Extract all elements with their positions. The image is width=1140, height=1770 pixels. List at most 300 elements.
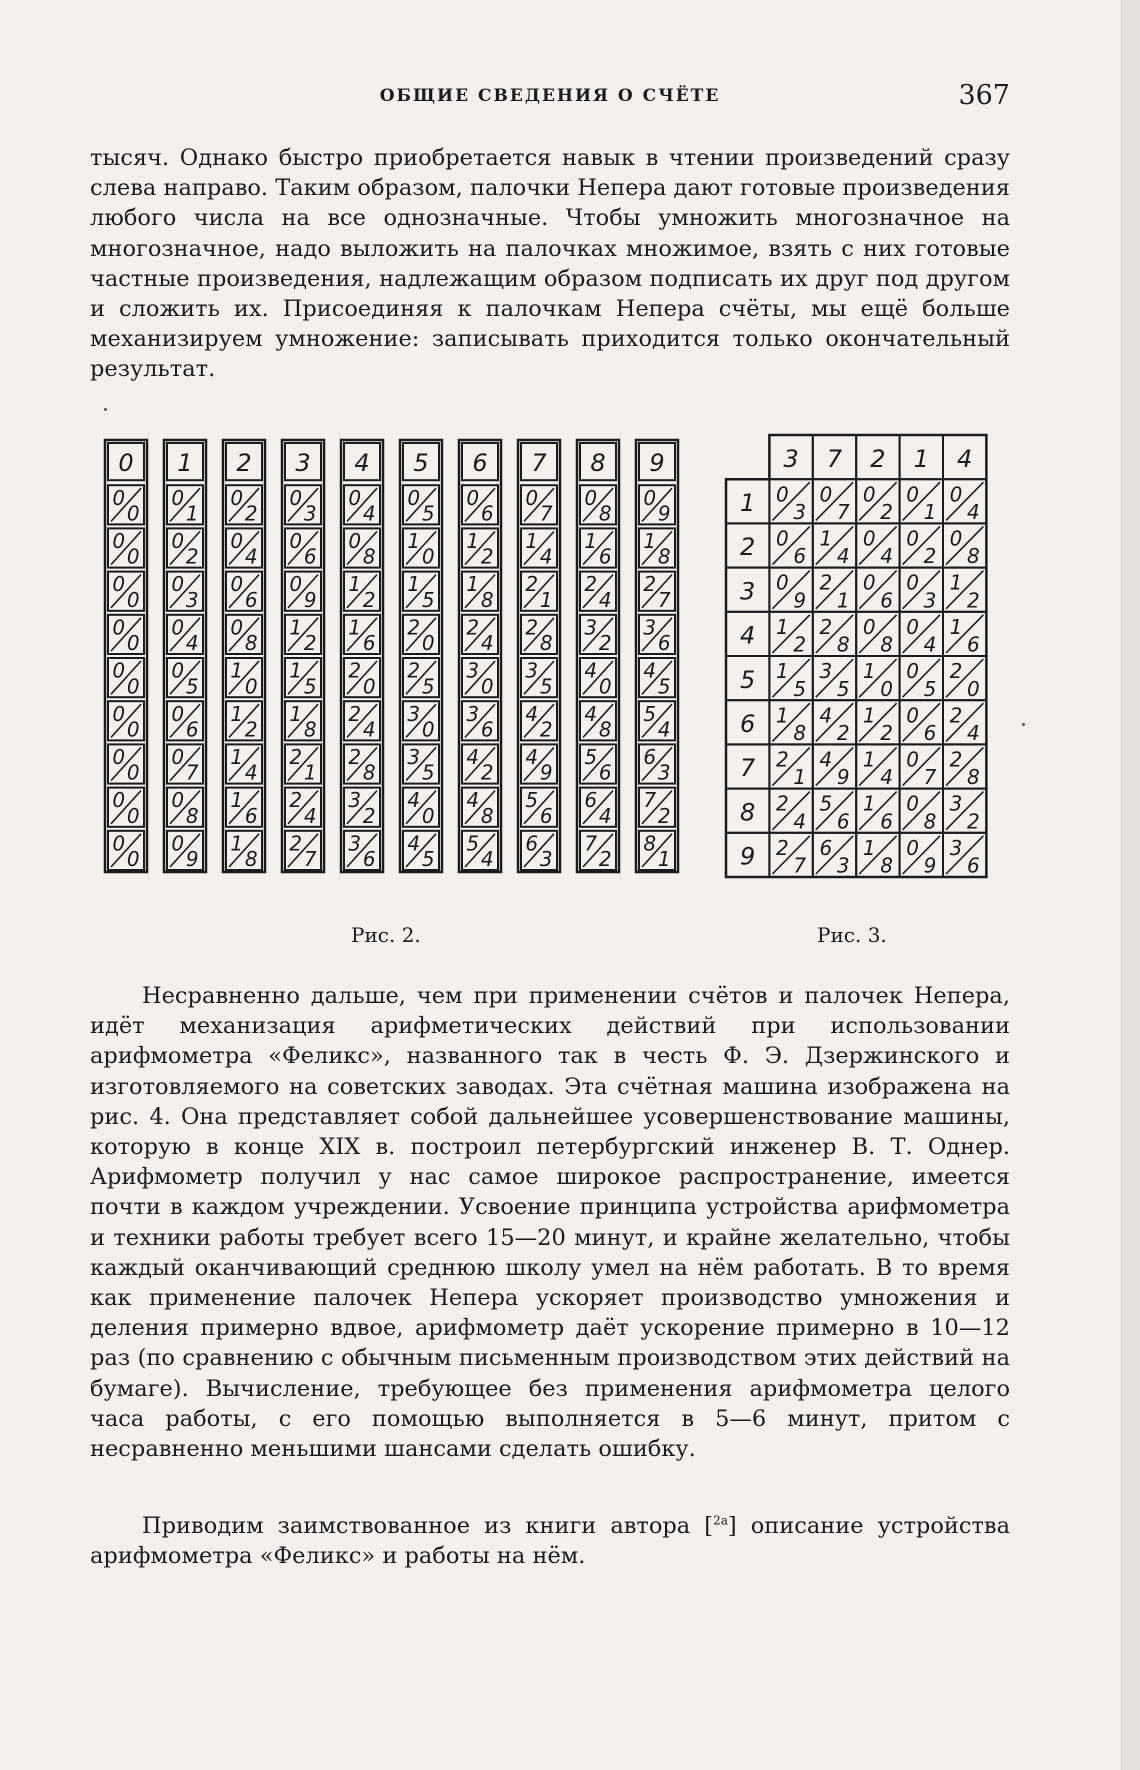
tens-digit: 1 [819, 526, 833, 551]
tens-digit: 0 [171, 572, 185, 597]
tens-digit: 0 [348, 529, 362, 553]
tens-digit: 1 [776, 703, 789, 728]
tens-digit: 3 [407, 701, 421, 726]
tens-digit: 0 [862, 482, 876, 507]
tens-digit: 1 [643, 529, 657, 553]
units-digit: 3 [836, 853, 850, 878]
rod-digit: 2 [236, 449, 252, 478]
units-digit: 5 [421, 674, 435, 699]
tens-digit: 1 [949, 570, 963, 595]
tens-digit: 4 [525, 745, 539, 769]
tens-digit: 0 [171, 745, 185, 769]
units-digit: 1 [539, 587, 553, 612]
units-digit: 0 [880, 676, 893, 701]
tens-digit: 1 [230, 745, 244, 769]
tens-digit: 3 [643, 615, 657, 640]
units-digit: 5 [303, 674, 317, 699]
tens-digit: 0 [112, 529, 126, 553]
units-digit: 8 [480, 803, 494, 828]
multiplier-digit: 4 [740, 621, 756, 650]
tens-digit: 5 [819, 791, 833, 816]
tens-digit: 1 [466, 529, 480, 553]
rod-digit: 3 [295, 449, 311, 478]
tens-digit: 0 [289, 485, 303, 510]
units-digit: 6 [362, 631, 376, 656]
tens-digit: 6 [525, 831, 539, 856]
units-digit: 2 [880, 499, 893, 524]
page-number: 367 [958, 80, 1010, 111]
tens-digit: 4 [407, 788, 421, 813]
units-digit: 4 [967, 720, 980, 745]
units-digit: 2 [657, 803, 671, 828]
units-digit: 9 [657, 501, 671, 526]
paragraph-3-text-b: ] описание устройства арифмометра «Феликс» и работы на нём. [90, 1513, 1010, 1570]
rod-digit: 7 [531, 449, 547, 478]
units-digit: 8 [880, 853, 893, 878]
units-digit: 3 [303, 501, 317, 526]
units-digit: 2 [303, 631, 317, 656]
units-digit: 0 [421, 717, 435, 742]
tens-digit: 5 [643, 701, 657, 726]
tens-digit: 0 [906, 659, 919, 684]
tens-digit: 1 [230, 658, 244, 683]
units-digit: 2 [836, 720, 850, 745]
units-digit: 8 [362, 760, 376, 785]
units-digit: 4 [539, 544, 553, 569]
tens-digit: 2 [776, 747, 789, 772]
tens-digit: 0 [906, 747, 919, 772]
units-digit: 9 [303, 587, 317, 612]
units-digit: 6 [539, 803, 553, 828]
units-digit: 6 [967, 853, 980, 878]
units-digit: 6 [480, 717, 494, 742]
units-digit: 2 [598, 847, 612, 872]
units-digit: 5 [923, 676, 937, 701]
units-digit: 0 [967, 676, 980, 701]
grid-header-digit: 2 [870, 444, 886, 473]
tens-digit: 1 [584, 529, 598, 553]
units-digit: 7 [303, 847, 317, 872]
tens-digit: 0 [289, 529, 303, 553]
tens-digit: 4 [584, 701, 598, 726]
units-digit: 0 [126, 587, 140, 612]
rod-digit: 0 [118, 449, 134, 478]
tens-digit: 0 [230, 485, 244, 510]
tens-digit: 0 [949, 526, 963, 551]
units-digit: 2 [923, 544, 937, 569]
tens-digit: 0 [171, 485, 185, 510]
tens-digit: 1 [862, 659, 876, 684]
units-digit: 9 [923, 853, 937, 878]
multiplier-digit: 7 [740, 754, 756, 783]
tens-digit: 0 [906, 614, 919, 639]
units-digit: 2 [244, 717, 258, 742]
tens-digit: 2 [949, 659, 963, 684]
units-digit: 7 [836, 499, 850, 524]
units-digit: 2 [967, 809, 980, 834]
units-digit: 2 [793, 632, 807, 657]
tens-digit: 0 [171, 658, 185, 683]
units-digit: 6 [880, 588, 893, 613]
tens-digit: 2 [525, 615, 539, 640]
units-digit: 5 [421, 587, 435, 612]
units-digit: 6 [880, 809, 893, 834]
tens-digit: 1 [776, 659, 789, 684]
tens-digit: 2 [407, 658, 421, 683]
units-digit: 6 [185, 717, 199, 742]
tens-digit: 3 [348, 788, 362, 813]
units-digit: 4 [244, 760, 258, 785]
tens-digit: 1 [407, 529, 421, 553]
tens-digit: 0 [171, 701, 185, 726]
units-digit: 4 [923, 632, 937, 657]
tens-digit: 4 [466, 788, 480, 813]
units-digit: 6 [598, 544, 612, 569]
units-digit: 2 [362, 803, 376, 828]
units-digit: 3 [923, 588, 937, 613]
tens-digit: 1 [289, 701, 303, 726]
tens-digit: 0 [862, 570, 876, 595]
units-digit: 5 [836, 676, 850, 701]
rod-digit: 5 [413, 449, 429, 478]
multiplier-digit: 8 [740, 798, 756, 827]
tens-digit: 4 [407, 831, 421, 856]
paragraph-1: тысяч. Однако быстро приобретается навык в чтении произведений сразу слева направо. Таким образом, палочки Непера дают готовые произведения любого числа на все однозначные. Чтобы умножить многозначное на многозначное, надо выложить на палочках множимое, взять с них готовые частные произведения, надлежащим образом подписать их друг под другом и сложить их. Присоединяя к палочкам Непера счёты, мы ещё больше механизируем умножение: записывать приходится только окончательный результат. [90, 145, 1010, 383]
tens-digit: 8 [643, 831, 657, 856]
tens-digit: 2 [348, 745, 362, 769]
tens-digit: 5 [525, 788, 539, 813]
tens-digit: 5 [466, 831, 480, 856]
tens-digit: 1 [862, 747, 876, 772]
units-digit: 0 [421, 544, 435, 569]
tens-digit: 0 [112, 572, 126, 597]
tens-digit: 0 [776, 570, 789, 595]
tens-digit: 2 [289, 745, 303, 769]
units-digit: 9 [836, 765, 850, 790]
units-digit: 9 [185, 847, 199, 872]
units-digit: 3 [185, 587, 199, 612]
units-digit: 8 [598, 501, 612, 526]
tens-digit: 4 [819, 747, 833, 772]
units-digit: 7 [923, 765, 937, 790]
units-digit: 0 [362, 674, 376, 699]
tens-digit: 0 [348, 485, 362, 510]
grid-header-digit: 3 [783, 444, 799, 473]
units-digit: 5 [421, 847, 435, 872]
units-digit: 4 [598, 587, 612, 612]
units-digit: 2 [480, 544, 494, 569]
units-digit: 4 [657, 717, 671, 742]
units-digit: 2 [967, 588, 980, 613]
tens-digit: 3 [949, 835, 963, 860]
tens-digit: 0 [466, 485, 480, 510]
rod-digit: 6 [472, 449, 488, 478]
units-digit: 9 [539, 760, 553, 785]
units-digit: 0 [480, 674, 494, 699]
tens-digit: 3 [949, 791, 963, 816]
paper-speck [1022, 723, 1025, 726]
tens-digit: 0 [906, 570, 919, 595]
units-digit: 1 [923, 499, 937, 524]
tens-digit: 1 [289, 658, 303, 683]
paragraph-2: Несравненно дальше, чем при применении счётов и палочек Непера, идёт механизация арифметических действий при использовании арифмометра «Феликс», названного так в честь Ф. Э. Дзержинского и изготовляемого на советских заводах. Эта счётная машина изображена на рис. 4. Она представляет собой дальнейшее усовершенствование машины, которую в конце XIX в. построил петербургский инженер В. Т. Однер. Арифмометр получил у нас самое широкое распространение, имеется почти в каждом учреждении. Усвоение принципа устройства арифмометра и техники работы требует всего 15—20 минут, и крайне желательно, чтобы каждый оканчивающий среднюю школу умел на нём работать. В то время как применение палочек Непера ускоряет производство умножения и деления примерно вдвое, арифмометр даёт ускорение примерно в 10—12 раз (по сравнению с обычным письменным производством этих действий на бумаге). Вычисление, требующее без применения арифмометра целого часа работы, с его помощью выполняется в 5—6 минут, притом с несравненно меньшими шансами сделать ошибку. [90, 983, 1010, 1463]
figure-2-caption: Рис. 2. [351, 923, 421, 947]
tens-digit: 0 [112, 788, 126, 813]
tens-digit: 0 [171, 529, 185, 553]
tens-digit: 0 [230, 572, 244, 597]
tens-digit: 3 [348, 831, 362, 856]
tens-digit: 2 [525, 572, 539, 597]
tens-digit: 1 [348, 572, 362, 597]
tens-digit: 1 [407, 572, 421, 597]
multiplier-digit: 5 [740, 665, 756, 694]
multiplier-digit: 9 [740, 842, 756, 871]
tens-digit: 4 [525, 701, 539, 726]
tens-digit: 0 [112, 658, 126, 683]
tens-digit: 0 [230, 529, 244, 553]
units-digit: 6 [244, 803, 258, 828]
paragraph-3 [90, 1511, 1010, 1571]
units-digit: 3 [657, 760, 671, 785]
tens-digit: 6 [643, 745, 657, 769]
units-digit: 0 [598, 674, 612, 699]
units-digit: 5 [185, 674, 199, 699]
units-digit: 1 [793, 765, 807, 790]
tens-digit: 0 [584, 485, 598, 510]
tens-digit: 3 [525, 658, 539, 683]
tens-digit: 2 [776, 835, 789, 860]
units-digit: 6 [480, 501, 494, 526]
tens-digit: 1 [348, 615, 362, 640]
running-title: ОБЩИЕ СВЕДЕНИЯ О СЧЁТЕ [379, 86, 721, 106]
units-digit: 6 [244, 587, 258, 612]
tens-digit: 2 [819, 614, 833, 639]
units-digit: 1 [185, 501, 199, 526]
units-digit: 4 [967, 499, 980, 524]
units-digit: 0 [126, 631, 140, 656]
units-digit: 2 [598, 631, 612, 656]
units-digit: 0 [244, 674, 258, 699]
tens-digit: 0 [289, 572, 303, 597]
tens-digit: 6 [584, 788, 598, 813]
reference-mark: 2а [713, 1513, 728, 1528]
units-digit: 8 [539, 631, 553, 656]
units-digit: 2 [244, 501, 258, 526]
units-digit: 8 [967, 765, 980, 790]
units-digit: 7 [185, 760, 199, 785]
paper-speck [104, 408, 107, 411]
tens-digit: 0 [862, 614, 876, 639]
tens-digit: 2 [584, 572, 598, 597]
rod-digit: 9 [649, 449, 665, 478]
units-digit: 4 [836, 544, 850, 569]
tens-digit: 0 [643, 485, 657, 510]
tens-digit: 3 [819, 659, 833, 684]
units-digit: 4 [880, 544, 893, 569]
tens-digit: 0 [112, 745, 126, 769]
units-digit: 4 [303, 803, 317, 828]
units-digit: 8 [880, 632, 893, 657]
tens-digit: 0 [112, 831, 126, 856]
tens-digit: 3 [407, 745, 421, 769]
tens-digit: 0 [112, 485, 126, 510]
tens-digit: 0 [949, 482, 963, 507]
units-digit: 2 [362, 587, 376, 612]
units-digit: 0 [126, 717, 140, 742]
units-digit: 0 [126, 544, 140, 569]
tens-digit: 0 [776, 526, 789, 551]
tens-digit: 0 [525, 485, 539, 510]
units-digit: 6 [303, 544, 317, 569]
tens-digit: 2 [949, 703, 963, 728]
units-digit: 8 [185, 803, 199, 828]
tens-digit: 1 [862, 835, 876, 860]
tens-digit: 3 [584, 615, 598, 640]
tens-digit: 0 [171, 831, 185, 856]
tens-digit: 0 [906, 791, 919, 816]
tens-digit: 2 [643, 572, 657, 597]
tens-digit: 2 [819, 570, 833, 595]
units-digit: 6 [836, 809, 850, 834]
units-digit: 0 [126, 847, 140, 872]
rod-digit: 1 [177, 449, 193, 478]
tens-digit: 4 [643, 658, 657, 683]
tens-digit: 2 [407, 615, 421, 640]
units-digit: 8 [598, 717, 612, 742]
units-digit: 1 [657, 847, 671, 872]
units-digit: 6 [598, 760, 612, 785]
units-digit: 0 [421, 631, 435, 656]
tens-digit: 0 [112, 701, 126, 726]
units-digit: 4 [362, 501, 376, 526]
units-digit: 3 [793, 499, 807, 524]
tens-digit: 7 [584, 831, 598, 856]
grid-header-digit: 7 [826, 444, 843, 473]
units-digit: 8 [657, 544, 671, 569]
units-digit: 0 [126, 674, 140, 699]
units-digit: 8 [244, 847, 258, 872]
units-digit: 4 [185, 631, 199, 656]
units-digit: 6 [923, 720, 937, 745]
tens-digit: 0 [171, 788, 185, 813]
tens-digit: 4 [466, 745, 480, 769]
units-digit: 6 [362, 847, 376, 872]
multiplier-digit: 6 [740, 710, 756, 739]
tens-digit: 6 [819, 835, 833, 860]
tens-digit: 2 [289, 788, 303, 813]
multiplier-digit: 2 [740, 533, 756, 562]
tens-digit: 0 [171, 615, 185, 640]
tens-digit: 0 [906, 835, 919, 860]
tens-digit: 0 [862, 526, 876, 551]
units-digit: 7 [657, 587, 671, 612]
units-digit: 8 [923, 809, 937, 834]
units-digit: 0 [126, 760, 140, 785]
tens-digit: 3 [466, 701, 480, 726]
tens-digit: 0 [906, 526, 919, 551]
units-digit: 5 [421, 501, 435, 526]
rod-digit: 4 [354, 449, 370, 478]
units-digit: 8 [303, 717, 317, 742]
tens-digit: 2 [289, 831, 303, 856]
tens-digit: 2 [348, 701, 362, 726]
tens-digit: 1 [862, 791, 876, 816]
units-digit: 4 [793, 809, 807, 834]
units-digit: 5 [539, 674, 553, 699]
tens-digit: 0 [230, 615, 244, 640]
units-digit: 1 [303, 760, 317, 785]
tens-digit: 0 [819, 482, 833, 507]
units-digit: 6 [657, 631, 671, 656]
units-digit: 8 [244, 631, 258, 656]
tens-digit: 3 [466, 658, 480, 683]
units-digit: 0 [126, 501, 140, 526]
units-digit: 7 [793, 853, 807, 878]
tens-digit: 4 [584, 658, 598, 683]
units-digit: 5 [421, 760, 435, 785]
multiplier-digit: 1 [740, 489, 756, 518]
tens-digit: 0 [776, 482, 789, 507]
tens-digit: 1 [230, 701, 244, 726]
units-digit: 8 [480, 587, 494, 612]
tens-digit: 1 [289, 615, 303, 640]
units-digit: 2 [480, 760, 494, 785]
tens-digit: 1 [230, 831, 244, 856]
paragraph-3-text-a: Приводим заимствованное из книги автора [ [142, 1513, 714, 1539]
units-digit: 5 [657, 674, 671, 699]
units-digit: 0 [421, 803, 435, 828]
units-digit: 8 [836, 632, 850, 657]
tens-digit: 7 [643, 788, 657, 813]
units-digit: 3 [539, 847, 553, 872]
tens-digit: 1 [776, 614, 789, 639]
tens-digit: 2 [949, 747, 963, 772]
units-digit: 8 [793, 720, 807, 745]
units-digit: 0 [126, 803, 140, 828]
tens-digit: 1 [862, 703, 876, 728]
figure-3-caption: Рис. 3. [817, 923, 887, 947]
rod-digit: 8 [590, 449, 606, 478]
tens-digit: 0 [407, 485, 421, 510]
tens-digit: 1 [525, 529, 539, 553]
tens-digit: 1 [230, 788, 244, 813]
units-digit: 4 [880, 765, 893, 790]
units-digit: 2 [185, 544, 199, 569]
tens-digit: 2 [466, 615, 480, 640]
units-digit: 6 [967, 632, 980, 657]
units-digit: 2 [539, 717, 553, 742]
units-digit: 4 [480, 631, 494, 656]
grid-header-digit: 4 [957, 444, 973, 473]
units-digit: 7 [539, 501, 553, 526]
tens-digit: 1 [466, 572, 480, 597]
tens-digit: 0 [112, 615, 126, 640]
units-digit: 8 [362, 544, 376, 569]
tens-digit: 0 [906, 482, 919, 507]
units-digit: 4 [362, 717, 376, 742]
units-digit: 4 [480, 847, 494, 872]
tens-digit: 2 [776, 791, 789, 816]
units-digit: 9 [793, 588, 807, 613]
units-digit: 6 [793, 544, 807, 569]
units-digit: 2 [880, 720, 893, 745]
multiplier-digit: 3 [740, 577, 756, 606]
units-digit: 8 [967, 544, 980, 569]
tens-digit: 4 [819, 703, 833, 728]
units-digit: 4 [598, 803, 612, 828]
units-digit: 5 [793, 676, 807, 701]
units-digit: 4 [244, 544, 258, 569]
